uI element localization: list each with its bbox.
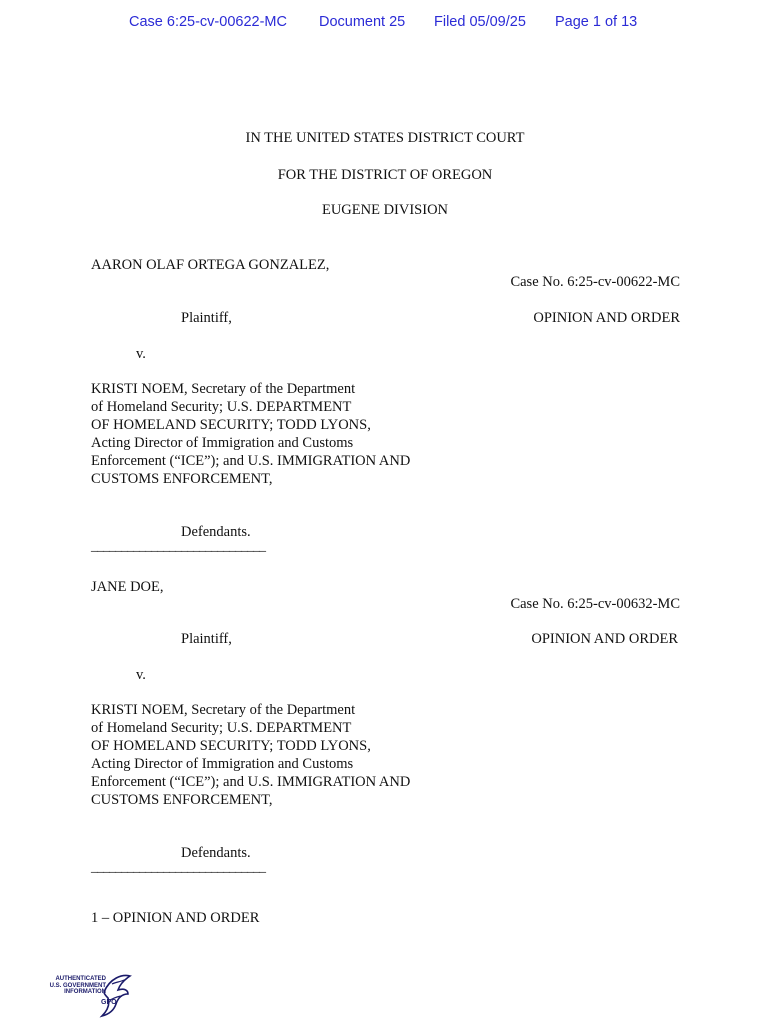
court-district: FOR THE DISTRICT OF OREGON: [277, 167, 493, 183]
case1-divider: _____________________________: [91, 539, 265, 554]
case1-plaintiff-name: AARON OLAF ORTEGA GONZALEZ,: [91, 257, 330, 273]
court-division: EUGENE DIVISION: [321, 202, 449, 218]
case1-defendants-label: Defendants.: [181, 524, 251, 540]
case1-versus: v.: [136, 346, 146, 362]
header-document-number: Document 25: [319, 14, 406, 30]
case2-plaintiff-label: Plaintiff,: [181, 631, 232, 647]
case1-defendants: KRISTI NOEM, Secretary of the Department of Homeland Security; U.S. DEPARTMENT OF HOMELAND SECURITY; TODD LYONS, Acting Director of Immigration and Customs Enforcement (“ICE”); and U.S. IMMIGRATION AND CUSTOMS ENFORCEMENT,: [91, 381, 411, 487]
case2-case-number: Case No. 6:25-cv-00632-MC: [510, 596, 680, 612]
court-name: IN THE UNITED STATES DISTRICT COURT: [245, 130, 525, 146]
eagle-icon: [98, 972, 134, 1018]
case2-defendants-label: Defendants.: [181, 845, 251, 861]
gpo-mark: GPO: [101, 999, 117, 1006]
gpo-authentication-seal: [44, 972, 134, 1018]
footer-page-label: 1 – OPINION AND ORDER: [91, 910, 260, 926]
case1-order-title: OPINION AND ORDER: [533, 310, 680, 326]
case1-case-number: Case No. 6:25-cv-00622-MC: [510, 274, 680, 290]
header-page-count: Page 1 of 13: [555, 14, 638, 30]
case2-defendants: KRISTI NOEM, Secretary of the Department of Homeland Security; U.S. DEPARTMENT OF HOMELAND SECURITY; TODD LYONS, Acting Director of Immigration and Customs Enforcement (“ICE”); and U.S. IMMIGRATION AND CUSTOMS ENFORCEMENT,: [91, 702, 411, 808]
gpo-seal-text: AUTHENTICATED U.S. GOVERNMENT INFORMATION: [49, 976, 106, 995]
case2-plaintiff-name: JANE DOE,: [91, 579, 164, 595]
case2-order-title: OPINION AND ORDER: [531, 631, 678, 647]
case2-versus: v.: [136, 667, 146, 683]
header-filed-date: Filed 05/09/25: [434, 14, 526, 30]
case2-divider: _____________________________: [91, 860, 265, 875]
header-case-number: Case 6:25-cv-00622-MC: [129, 14, 287, 30]
case1-plaintiff-label: Plaintiff,: [181, 310, 232, 326]
